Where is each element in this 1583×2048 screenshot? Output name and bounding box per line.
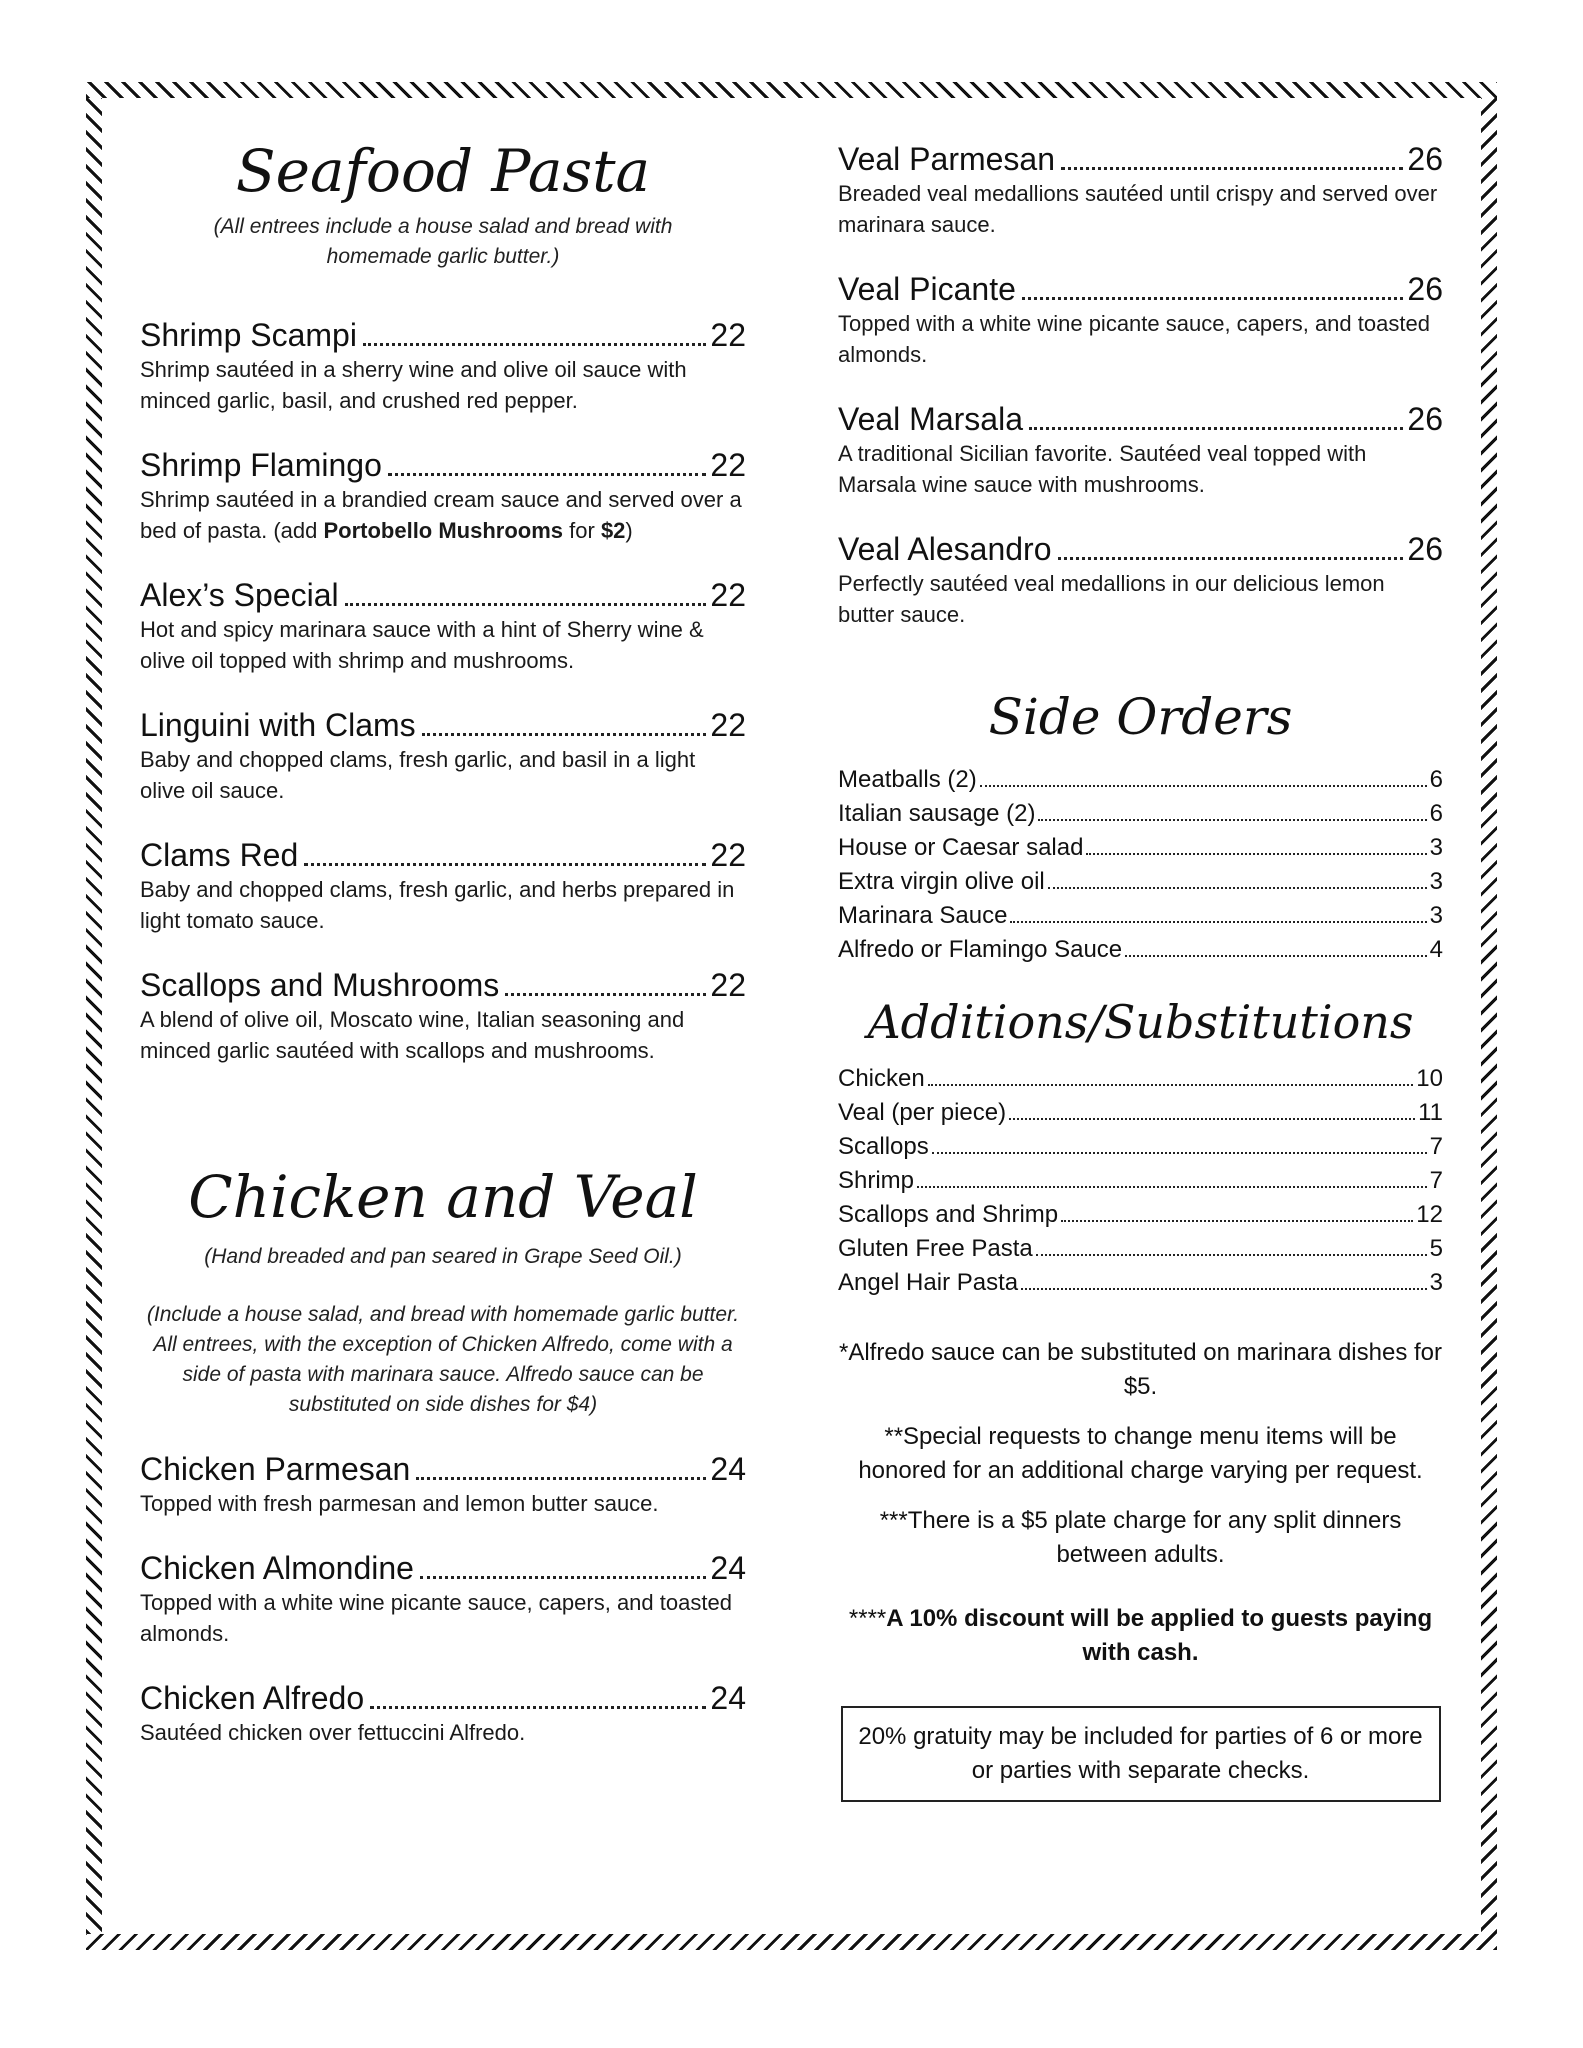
menu-item <box>838 530 1443 630</box>
item-description: A traditional Sicilian favorite. Sautéed veal topped with Marsala wine sauce with mushrooms. <box>838 441 1367 497</box>
gratuity-box: 20% gratuity may be included for parties of 6 or more or parties with separate checks. <box>841 1706 1441 1802</box>
item-description: Shrimp sautéed in a sherry wine and olive oil sauce with minced garlic, basil, and crushed red pepper. <box>140 356 687 413</box>
item-name: Shrimp Flamingo <box>140 446 382 483</box>
menu-item <box>838 140 1443 240</box>
item-price: 22 <box>710 446 746 483</box>
list-item: House or Caesar salad 3 <box>838 834 1443 861</box>
item-name: Chicken Alfredo <box>140 1679 365 1716</box>
list-item: Italian sausage (2) 6 <box>838 800 1443 827</box>
chicken-veal-note: (Include a house salad, and bread with homemade garlic butter. All entrees, with the exception of Chicken Alfredo, come with a side of pasta with marinara sauce. Alfredo sauce can be substituted on side dishes for $4) <box>146 1302 740 1416</box>
list-item: Extra virgin olive oil 3 <box>838 868 1443 895</box>
item-name: Scallops and Mushrooms <box>140 966 500 1003</box>
list-item: Meatballs (2) 6 <box>838 766 1443 793</box>
item-description: Hot and spicy marinara sauce with a hint of Sherry wine & olive oil topped with shrimp and mushrooms. <box>140 616 704 673</box>
menu-item <box>140 1549 746 1649</box>
item-description: Perfectly sautéed veal medallions in our delicious lemon butter sauce. <box>838 571 1385 627</box>
side-orders-title: Side Orders <box>988 688 1293 746</box>
item-description: Sautéed chicken over fettuccini Alfredo. <box>140 1719 526 1745</box>
menu-item <box>140 966 746 1066</box>
item-description: Baby and chopped clams, fresh garlic, and basil in a light olive oil sauce. <box>140 746 696 803</box>
menu-item <box>140 1679 746 1748</box>
item-name: Linguini with Clams <box>140 706 416 743</box>
item-description: Baby and chopped clams, fresh garlic, and herbs prepared in light tomato sauce. <box>140 876 735 933</box>
item-name: Veal Alesandro <box>838 531 1052 567</box>
item-description: Breaded veal medallions sautéed until crispy and served over marinara sauce. <box>838 181 1438 237</box>
item-description: Topped with a white wine picante sauce, capers, and toasted almonds. <box>140 1589 732 1646</box>
item-price: 26 <box>1407 141 1443 177</box>
item-price: 22 <box>710 836 746 873</box>
item-name: Shrimp Scampi <box>140 316 357 353</box>
menu-item <box>838 400 1443 500</box>
menu-item <box>140 836 746 936</box>
chicken-veal-title: Chicken and Veal <box>188 1162 698 1231</box>
item-price: 24 <box>710 1679 746 1716</box>
item-price: 26 <box>1407 401 1443 437</box>
list-item: Marinara Sauce 3 <box>838 902 1443 929</box>
menu-item <box>140 316 746 416</box>
item-price: 22 <box>710 576 746 613</box>
item-description: Shrimp sautéed in a brandied cream sauce and served over a bed of pasta. (add Portobello Mushrooms for $2) <box>140 486 742 543</box>
list-item: Scallops 7 <box>838 1132 1443 1160</box>
list-item: Alfredo or Flamingo Sauce 4 <box>838 936 1443 963</box>
item-price: 24 <box>710 1549 746 1586</box>
item-price: 22 <box>710 966 746 1003</box>
menu-item <box>140 706 746 806</box>
item-description: Topped with fresh parmesan and lemon butter sauce. <box>140 1490 659 1516</box>
item-price: 24 <box>710 1450 746 1487</box>
side-orders-list <box>838 763 1443 967</box>
special-requests-note: **Special requests to change menu items will be honored for an additional charge varying per request. <box>858 1422 1423 1484</box>
item-name: Alex’s Special <box>140 576 339 613</box>
additions-title: Additions/Substitutions <box>867 995 1414 1049</box>
item-name: Chicken Almondine <box>140 1549 414 1586</box>
seafood-pasta-subtitle: (All entrees include a house salad and bread with homemade garlic butter.) <box>213 214 673 268</box>
list-item: Gluten Free Pasta 5 <box>838 1234 1443 1262</box>
item-price: 26 <box>1407 531 1443 567</box>
cash-discount-note: ****A 10% discount will be applied to guests paying with cash. <box>848 1604 1433 1666</box>
list-item: Shrimp 7 <box>838 1166 1443 1194</box>
item-price: 22 <box>710 706 746 743</box>
seafood-pasta-title: Seafood Pasta <box>235 137 651 205</box>
menu-item <box>140 446 746 546</box>
left-column <box>140 137 746 1778</box>
plate-charge-note: ***There is a $5 plate charge for any split dinners between adults. <box>879 1506 1402 1568</box>
item-description: Topped with a white wine picante sauce, capers, and toasted almonds. <box>838 311 1430 367</box>
right-column <box>838 140 1443 1802</box>
item-price: 22 <box>710 316 746 353</box>
chicken-veal-subtitle: (Hand breaded and pan seared in Grape Seed Oil.) <box>204 1244 682 1268</box>
item-price: 26 <box>1407 271 1443 307</box>
additions-list <box>838 1062 1443 1300</box>
alfredo-note: *Alfredo sauce can be substituted on marinara dishes for $5. <box>838 1338 1442 1400</box>
item-description: A blend of olive oil, Moscato wine, Italian seasoning and minced garlic sautéed with scallops and mushrooms. <box>140 1006 685 1063</box>
item-name: Veal Parmesan <box>838 141 1056 177</box>
menu-item <box>140 1450 746 1519</box>
list-item: Angel Hair Pasta 3 <box>838 1268 1443 1296</box>
item-name: Clams Red <box>140 836 299 873</box>
item-name: Chicken Parmesan <box>140 1450 411 1487</box>
menu-item <box>838 270 1443 370</box>
menu-item <box>140 576 746 676</box>
item-name: Veal Marsala <box>838 401 1023 437</box>
list-item: Veal (per piece) 11 <box>838 1098 1443 1126</box>
list-item: Chicken 10 <box>838 1064 1443 1092</box>
item-name: Veal Picante <box>838 271 1016 307</box>
list-item: Scallops and Shrimp 12 <box>838 1200 1443 1228</box>
